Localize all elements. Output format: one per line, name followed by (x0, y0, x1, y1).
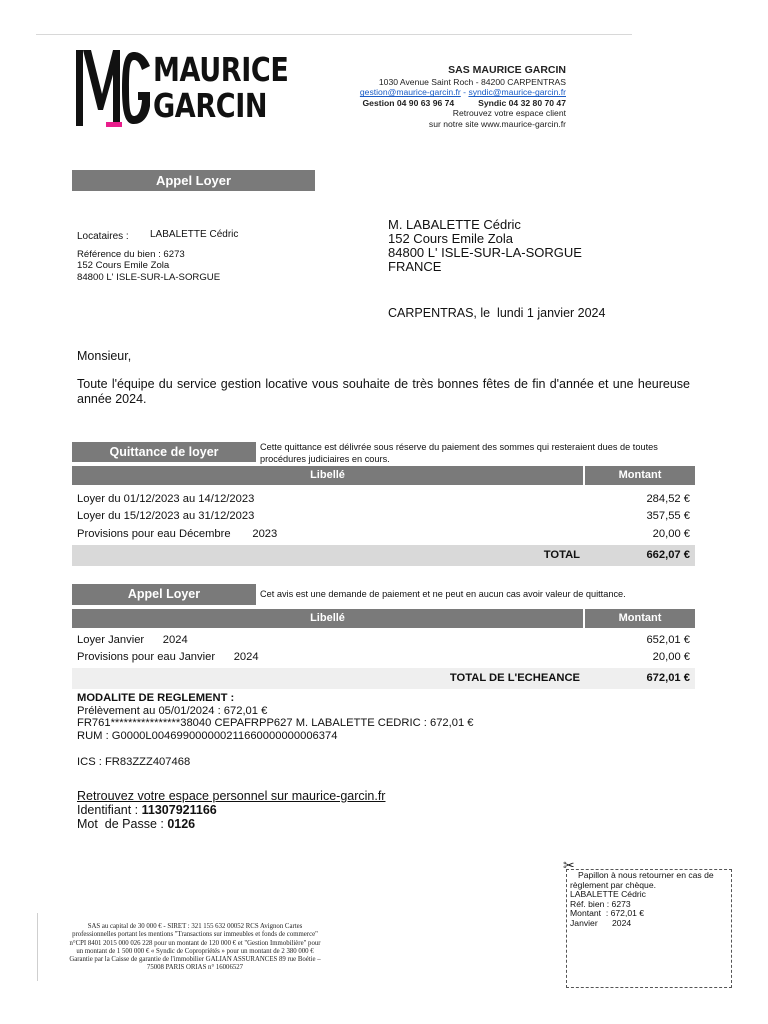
appel-loyer-header: Appel Loyer (72, 170, 315, 191)
table-row (72, 490, 695, 508)
appel-loyer-section-header: Appel Loyer (72, 584, 256, 605)
property-address1: 152 Cours Emile Zola (77, 260, 170, 272)
return-slip-text (570, 871, 732, 929)
company-address: 1030 Avenue Saint Roch - 84200 CARPENTRAS (378, 77, 566, 87)
tenant-label: Locataires : (77, 231, 129, 242)
company-emails (330, 87, 566, 97)
legal-line: SAS au capital de 30 000 € - SIRET : 321 155 632 00052 RCS Avignon Cartes (87, 923, 303, 930)
row-label: Provisions pour eau Janvier 2024 (77, 651, 259, 663)
appel-total-row (72, 668, 695, 689)
password-line (77, 817, 385, 831)
email-separator: - (460, 87, 469, 98)
company-name: SAS MAURICE GARCIN (448, 64, 566, 76)
quittance-header: Quittance de loyer (72, 442, 256, 462)
payment-terms (77, 692, 474, 742)
quittance-note: Cette quittance est délivrée sous réserve du paiement des sommes qui resteraient dues de toutes procédures judiciaires en cours. (260, 442, 658, 464)
legal-line: Garantie par la Caisse de garantie de l'immobilier GALIAN ASSURANCES 89 rue Boétie – (69, 956, 321, 964)
table-row (72, 525, 695, 543)
password-value: 0126 (167, 817, 196, 831)
payment-rum-line: RUM : G0000L004699000000211660000000006374 (77, 729, 338, 742)
row-amount: 284,52 € (646, 493, 690, 505)
company-header (330, 64, 566, 129)
table-row (72, 648, 695, 666)
table-row (72, 507, 695, 525)
payment-iban-line: FR761****************38040 CEPAFRPP627 M. LABALETTE CEDRIC : 672,01 € (77, 717, 474, 730)
slip-name: LABALETTE Cédric (570, 889, 646, 900)
payment-debit-line: Prélèvement au 05/01/2024 : 672,01 € (77, 704, 268, 717)
salutation: Monsieur, (77, 349, 132, 363)
appel-col-libelle: Libellé (72, 609, 583, 628)
greeting-message: Toute l'équipe du service gestion locative vous souhaite de très bonnes fêtes de fin d'année et une heureuse année 2024. (77, 377, 690, 406)
legal-line: un montant de 1 500 000 € « Syndic de Copropriétés » pour un montant de 2 380 000 € (76, 947, 314, 955)
payment-terms-title: MODALITE DE REGLEMENT : (77, 692, 235, 704)
property-reference (77, 249, 220, 283)
recipient-line3: 84800 L' ISLE-SUR-LA-SORGUE (388, 245, 582, 260)
legal-line: 75008 PARIS ORIAS n° 16006527 (146, 964, 244, 972)
row-amount: 357,55 € (646, 510, 690, 522)
quittance-col-libelle: Libellé (72, 466, 583, 485)
logo-wordmark (153, 52, 288, 124)
scissors-icon: ✂ (563, 857, 575, 873)
row-label: Loyer du 15/12/2023 au 31/12/2023 (77, 510, 255, 522)
recipient-line1: M. LABALETTE Cédric (388, 217, 521, 232)
appel-note: Cet avis est une demande de paiement et ne peut en aucun cas avoir valeur de quittance. (260, 589, 626, 599)
personal-space-link[interactable]: Retrouvez votre espace personnel sur maurice-garcin.fr (77, 789, 386, 803)
payment-ics: ICS : FR83ZZZ407468 (77, 756, 191, 768)
quittance-col-montant: Montant (585, 466, 695, 485)
total-label: TOTAL DE L'ECHEANCE (449, 672, 580, 684)
personal-space-block (77, 789, 385, 831)
company-phones: Gestion 04 90 63 96 74 Syndic 04 32 80 70 47 (362, 97, 566, 108)
recipient-line2: 152 Cours Emile Zola (388, 231, 513, 246)
slip-period: Janvier 2024 (570, 917, 632, 928)
total-amount: 662,07 € (646, 549, 690, 561)
footer-divider (37, 913, 38, 981)
legal-footer (52, 923, 338, 973)
quittance-total-row (72, 545, 695, 566)
property-ref-line: Référence du bien : 6273 (77, 249, 185, 260)
property-address2: 84800 L' ISLE-SUR-LA-SORGUE (77, 271, 221, 283)
place-date: CARPENTRAS, le lundi 1 janvier 2024 (388, 306, 606, 320)
identifier-label: Identifiant : (77, 803, 142, 817)
table-row (72, 631, 695, 649)
email-gestion-link[interactable]: gestion@maurice-garcin.fr (359, 87, 461, 98)
row-label: Loyer Janvier 2024 (77, 634, 188, 646)
email-syndic-link[interactable]: syndic@maurice-garcin.fr (468, 87, 566, 98)
slip-intro: Papillon à nous retourner en cas de règlement par chèque. (570, 870, 714, 890)
identifier-line (77, 803, 385, 817)
row-label: Provisions pour eau Décembre 2023 (77, 528, 278, 540)
tenant-name: LABALETTE Cédric (150, 229, 239, 240)
recipient-line4: FRANCE (388, 259, 442, 274)
logo-word-maurice: MAURICE (153, 50, 289, 89)
slip-amount: Montant : 672,01 € (570, 908, 645, 919)
row-amount: 652,01 € (646, 634, 690, 646)
top-divider (36, 34, 632, 35)
row-label: Loyer du 01/12/2023 au 14/12/2023 (77, 493, 255, 505)
legal-line: professionnelles portant les mentions "Transactions sur immeubles et fonds de commerce" (72, 931, 318, 939)
slip-ref: Réf. bien : 6273 (570, 898, 631, 909)
total-amount: 672,01 € (646, 672, 690, 684)
total-label: TOTAL (543, 549, 580, 561)
recipient-address (388, 218, 582, 274)
company-espace-line2: sur notre site www.maurice-garcin.fr (428, 118, 566, 129)
legal-line: n°CPI 8401 2015 000 026 228 pour un montant de 120 000 € et "Gestion Immobilière" pour (69, 939, 321, 947)
row-amount: 20,00 € (652, 528, 690, 540)
password-label: Mot de Passe : (77, 817, 168, 831)
logo-word-garcin: GARCIN (153, 86, 268, 125)
appel-col-montant: Montant (585, 609, 695, 628)
row-amount: 20,00 € (652, 651, 690, 663)
company-espace-line1: Retrouvez votre espace client (452, 108, 566, 119)
identifier-value: 11307921166 (141, 803, 217, 817)
